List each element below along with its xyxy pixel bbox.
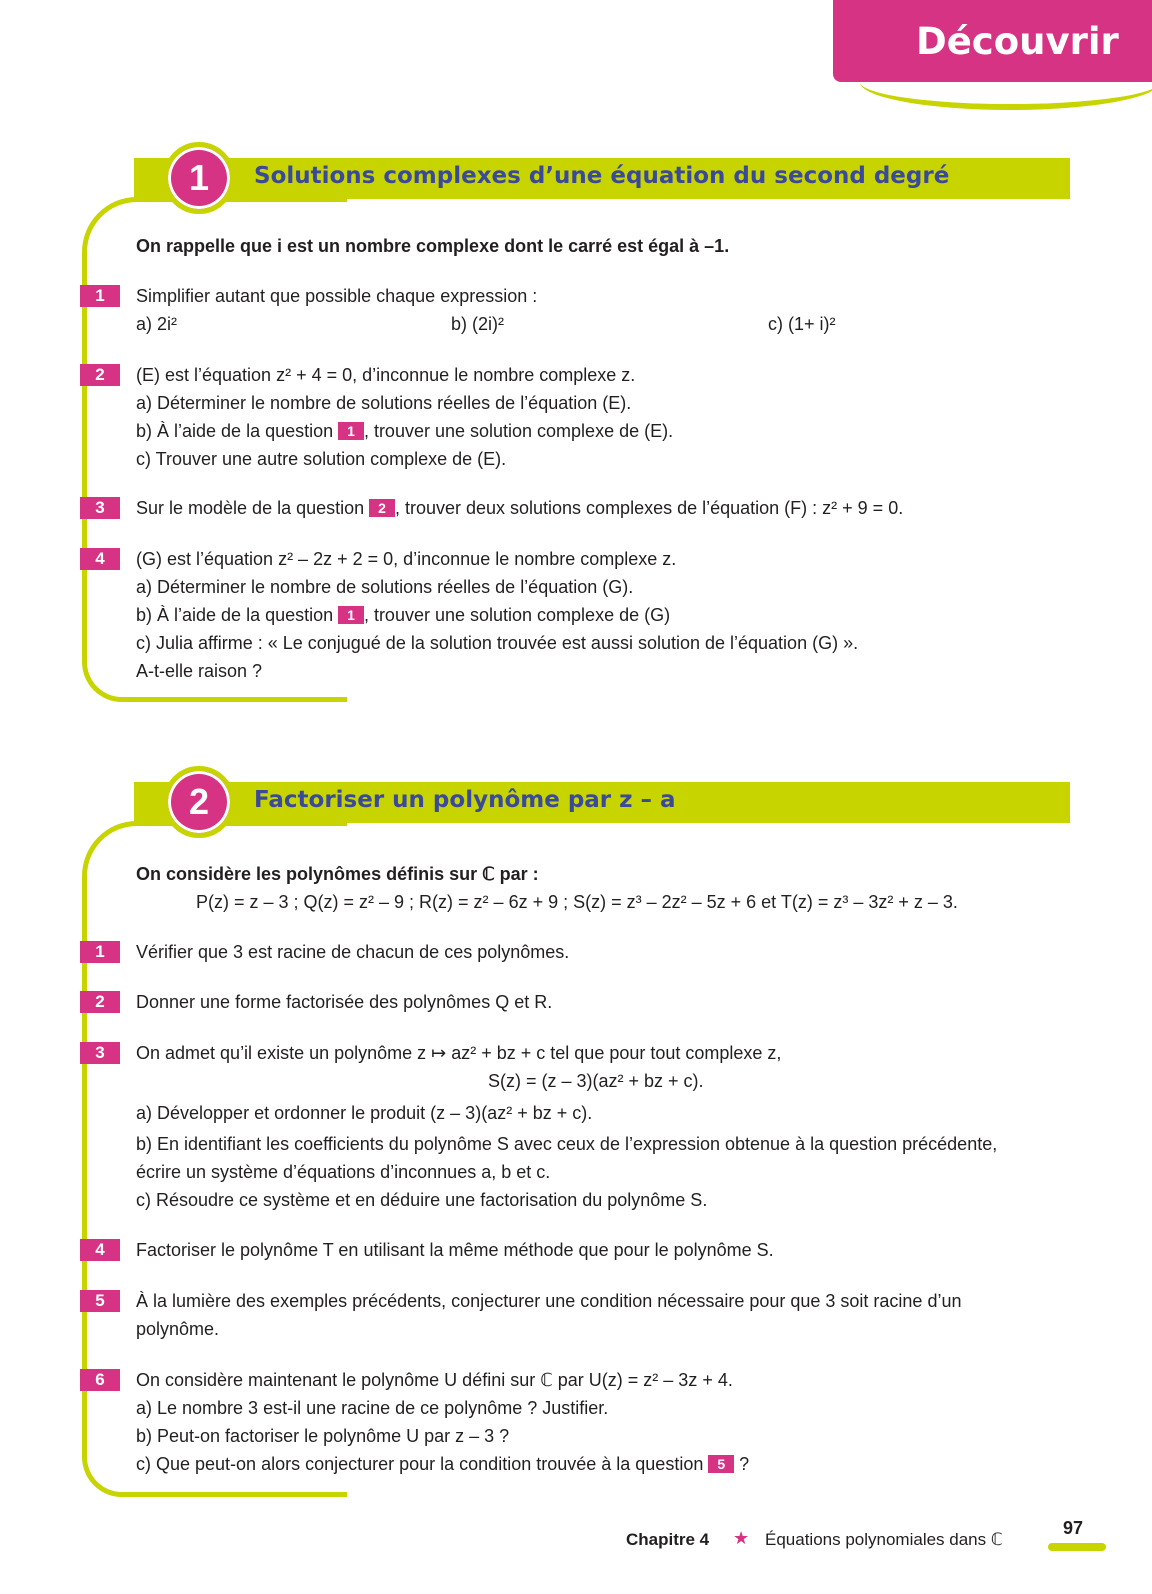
question-text: Factoriser le polynôme T en utilisant la même méthode que pour le polynôme S. [136,1240,774,1260]
footer-chapter: Chapitre 4 [626,1530,710,1549]
question-part-b [136,421,673,442]
question-part-a: a) Développer et ordonner le produit (z – 3)(az² + bz + c). [136,1103,593,1123]
section2-number-badge: 2 [163,766,235,838]
question-text: ? [734,1454,750,1474]
question-part-b: b) En identifiant les coefficients du polynôme S avec ceux de l’expression obtenue à la question précédente, [136,1134,998,1154]
question-text: polynôme. [136,1319,220,1339]
question-number: 3 [80,1042,120,1064]
question-number: 2 [80,364,120,386]
question-number: 6 [80,1369,120,1391]
question-text: b) À l’aide de la question [136,421,339,441]
question-formula: S(z) = (z – 3)(az² + bz + c). [488,1071,704,1091]
question-text: Vérifier que 3 est racine de chacun de ces polynômes. [136,942,570,962]
question-part-c: c) Trouver une autre solution complexe de (E). [136,449,507,469]
question-part-a: a) 2i² [136,314,178,334]
section1-intro: On rappelle que i est un nombre complexe dont le carré est égal à –1. [136,236,730,256]
question-text: , trouver une solution complexe de (E). [363,421,674,441]
page-number: 97 [1063,1518,1084,1538]
polynomial-definitions: P(z) = z – 3 ; Q(z) = z² – 9 ; R(z) = z² – 6z + 9 ; S(z) = z³ – 2z² – 5z + 6 et T(z) = z³ – 3z² + z – 3. [196,892,958,912]
question-text: Sur le modèle de la question [136,498,370,518]
question-text: Donner une forme factorisée des polynômes Q et R. [136,992,553,1012]
question-number: 4 [80,1239,120,1261]
question-text: , trouver deux solutions complexes de l’équation (F) : z² + 9 = 0. [394,498,904,518]
question-text: On considère maintenant le polynôme U défini sur ℂ par U(z) = z² – 3z + 4. [136,1370,733,1390]
question-text: (G) est l’équation z² – 2z + 2 = 0, d’inconnue le nombre complexe z. [136,549,677,569]
question-text: A-t-elle raison ? [136,661,263,681]
question-part-a: a) Déterminer le nombre de solutions réelles de l’équation (E). [136,393,632,413]
question-number: 1 [80,941,120,963]
question-text: c) Que peut-on alors conjecturer pour la condition trouvée à la question [136,1454,709,1474]
question-part-b-cont: écrire un système d’équations d’inconnues a, b et c. [136,1162,551,1182]
question-number: 4 [80,548,120,570]
section2-frame [82,821,347,1497]
question-text: (E) est l’équation z² + 4 = 0, d’inconnue le nombre complexe z. [136,365,636,385]
question-part-a: a) Le nombre 3 est-il une racine de ce polynôme ? Justifier. [136,1398,609,1418]
page-number-underline [1048,1543,1106,1551]
question-reference: 5 [708,1455,734,1473]
question-number: 2 [80,991,120,1013]
section2-intro: On considère les polynômes définis sur ℂ par : [136,864,539,884]
question-reference: 1 [338,422,364,440]
question-part-b: b) Peut-on factoriser le polynôme U par z – 3 ? [136,1426,510,1446]
question-number: 5 [80,1290,120,1312]
question-number: 1 [80,285,120,307]
section2-title: Factoriser un polynôme par z – a [254,787,676,813]
header-tab-title: Découvrir [916,20,1119,63]
footer-star-icon: ★ [733,1528,750,1548]
question-part-b [136,605,670,626]
question-number: 3 [80,497,120,519]
question-part-c [136,1454,749,1475]
footer-topic: Équations polynomiales dans ℂ [765,1530,1003,1549]
question-part-a: a) Déterminer le nombre de solutions réelles de l’équation (G). [136,577,634,597]
question-reference: 1 [338,606,364,624]
question-reference: 2 [369,499,395,517]
question-text: À la lumière des exemples précédents, conjecturer une condition nécessaire pour que 3 soit racine d’un [136,1291,962,1311]
question-part-c: c) Julia affirme : « Le conjugué de la solution trouvée est aussi solution de l’équation (G) ». [136,633,859,653]
question-text [136,498,903,519]
section1-number-badge: 1 [163,142,235,214]
question-text: Simplifier autant que possible chaque expression : [136,286,538,306]
question-part-b: b) (2i)² [451,314,504,334]
question-text: b) À l’aide de la question [136,605,339,625]
question-part-c: c) Résoudre ce système et en déduire une factorisation du polynôme S. [136,1190,708,1210]
section1-title: Solutions complexes d’une équation du second degré [254,163,950,189]
question-text: On admet qu’il existe un polynôme z ↦ az² + bz + c tel que pour tout complexe z, [136,1043,782,1063]
question-part-c: c) (1+ i)² [768,314,836,334]
question-text: , trouver une solution complexe de (G) [363,605,671,625]
